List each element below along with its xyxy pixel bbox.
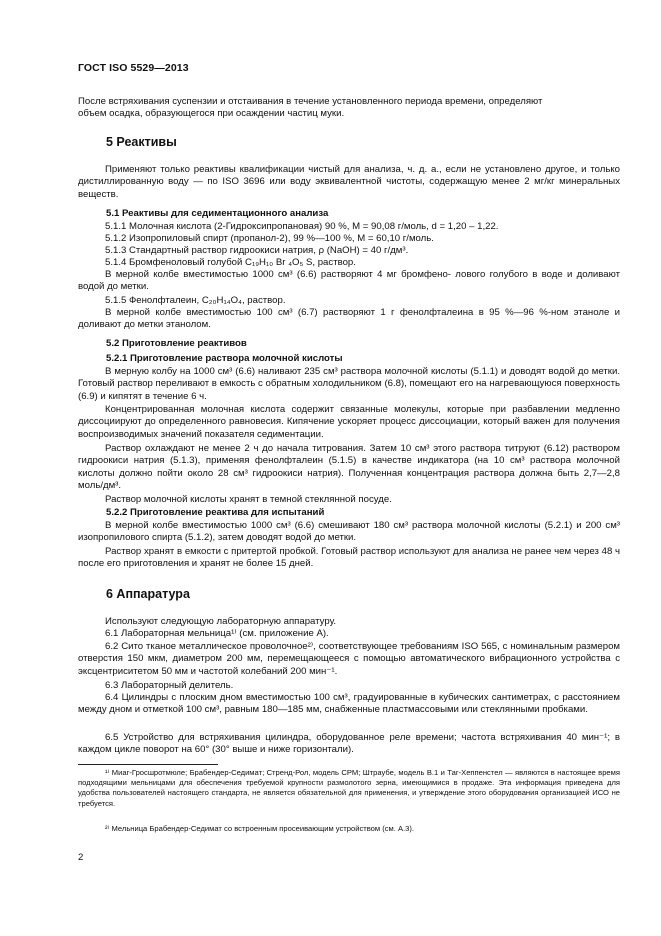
- section-5-2-heading: 5.2 Приготовление реактивов: [106, 338, 247, 349]
- section-5-1-heading: 5.1 Реактивы для седиментационного анализа: [106, 208, 329, 219]
- section-5-2-1-heading: 5.2.1 Приготовление раствора молочной кислоты: [106, 353, 343, 364]
- footnote-2: ²⁾ Мельница Брабендер-Седимат со встроенным просеивающим устройством (см. А.3).: [105, 824, 415, 833]
- paragraph-5-2-1-b: Концентрированная молочная кислота содержит связанные молекулы, которые при разбавлении медленно диссоциируют до определенного равновесия. Кипячение ускоряет процесс диссоциации, который важен для получения воспроизводимых значений показателя седиментации.: [78, 404, 620, 440]
- item-6-2: 6.2 Сито тканое металлическое проволочное²⁾, соответствующее требованиям ISO 565, с номинальным размером отверстия 150 мкм, диаметром 200 мм, перемещающееся с помощью автоматического вибрационного устройства с эксцентриситетом 50 мм и частотой колебаний 200 мин⁻¹.: [78, 641, 620, 677]
- item-6-5: 6.5 Устройство для встряхивания цилиндра, оборудованное реле времени; частота встряхивания 40 мин⁻¹; в каждом цикле поворот на 60° (30° выше и ниже горизонтали).: [78, 732, 620, 756]
- footnote-1: ¹⁾ Миаг-Гросшротмюле; Брабендер-Седимат; Стренд-Рол, модель CPM; Штраубе, модель В.1 и Таг-Хеппенстел — являются в настоящее время подходящими мельницами для обеспечения требуемой крупности размолотого зерна, имеющимися в продаже. Эта информация приведена для удобства пользователей настоящего стандарта, не является обязательной для применения, и утверждение этого оборудования организацией ИСО не требуется.: [78, 768, 620, 808]
- paragraph-5-1-4: В мерной колбе вместимостью 1000 см³ (6.6) растворяют 4 мг бромфено- лового голубого в воде и доливают водой до метки.: [78, 269, 620, 293]
- item-5-1-1: 5.1.1 Молочная кислота (2-Гидроксипропановая) 90 %, M = 90,08 г/моль, d = 1,20 – 1,22.: [105, 221, 499, 232]
- intro-paragraph: [78, 96, 620, 121]
- paragraph-5-2-2-b: Раствор хранят в емкости с притертой пробкой. Готовый раствор используют для анализа не ранее чем через 48 ч после его приготовления и хранят не более 15 дней.: [78, 546, 620, 570]
- section-5-heading: 5 Реактивы: [106, 135, 177, 149]
- paragraph-6-intro: Используют следующую лабораторную аппаратуру.: [105, 616, 337, 627]
- item-6-1: 6.1 Лабораторная мельница¹⁾ (см. приложение А).: [105, 628, 329, 639]
- paragraph-5-2-1-a: В мерную колбу на 1000 см³ (6.6) наливают 235 см³ раствора молочной кислоты (5.1.1) и доводят водой до метки. Готовый раствор переливают в емкость с обратным холодильником (6.8), помещают его на нагревающуюся поверхность (6.9) и кипятят в течение 6 ч.: [78, 366, 620, 402]
- item-5-1-5: 5.1.5 Фенолфталеин, C₂₀H₁₄O₄, раствор.: [105, 295, 286, 306]
- page-number: 2: [78, 852, 84, 863]
- section-6-heading: 6 Аппаратура: [106, 587, 190, 601]
- paragraph-5-2-1-c: Раствор охлаждают не менее 2 ч до начала титрования. Затем 10 см³ этого раствора титруют (6.12) раствором гидроокиси натрия (5.1.3), применяя фенолфталеин (5.1.5) в качестве индикатора (на 10 см³ раствора молочной кислоты должно пойти около 28 см³ гидроокиси натрия). Полученная концентрация раствора должна быть 2,7—2,8 моль/дм³.: [78, 443, 620, 492]
- section-5-intro: Применяют только реактивы квалификации чистый для анализа, ч. д. а., если не установлено другое, и только дистиллированную воду — по ISO 3696 или воду эквивалентной чистоты, содержащую менее 2 мг/кг минеральных веществ.: [78, 164, 620, 200]
- item-5-1-4: 5.1.4 Бромфеноловый голубой C₁₉H₁₀ Br ₄O₅ S, раствор.: [105, 257, 356, 268]
- paragraph-5-2-1-d: Раствор молочной кислоты хранят в темной стеклянной посуде.: [105, 494, 392, 505]
- item-5-1-3: 5.1.3 Стандартный раствор гидроокиси натрия, ρ (NaOH) = 40 г/дм³.: [105, 245, 409, 256]
- intro-line-1: После встряхивания суспензии и отстаивания в течение установленного периода времени, определяют: [78, 96, 543, 107]
- paragraph-5-2-2-a: В мерной колбе вместимостью 1000 см³ (6.6) смешивают 180 см³ раствора молочной кислоты (5.2.1) и 200 см³ изопропилового спирта (5.1.2), затем доводят водой до метки.: [78, 520, 620, 544]
- section-5-2-2-heading: 5.2.2 Приготовление реактива для испытаний: [106, 507, 325, 518]
- item-6-3: 6.3 Лабораторный делитель.: [105, 680, 234, 691]
- document-header: ГОСТ ISO 5529—2013: [78, 62, 189, 74]
- paragraph-5-1-5: В мерной колбе вместимостью 100 см³ (6.7) растворяют 1 г фенолфталеина в 95 %—96 %-ном этаноле и доливают до метки этанолом.: [78, 307, 620, 331]
- intro-line-2: объем осадка, образующегося при осаждении частиц муки.: [78, 108, 345, 120]
- item-6-4: 6.4 Цилиндры с плоским дном вместимостью 100 см³, градуированные в кубических сантиметрах, с расстоянием между дном и отметкой 100 см³, равным 180—185 мм, снабженные пластмассовыми или стеклянными пробками.: [78, 692, 620, 716]
- footnote-divider: [78, 764, 218, 765]
- item-5-1-2: 5.1.2 Изопропиловый спирт (пропанол-2), 99 %—100 %, M = 60,10 г/моль.: [105, 233, 434, 244]
